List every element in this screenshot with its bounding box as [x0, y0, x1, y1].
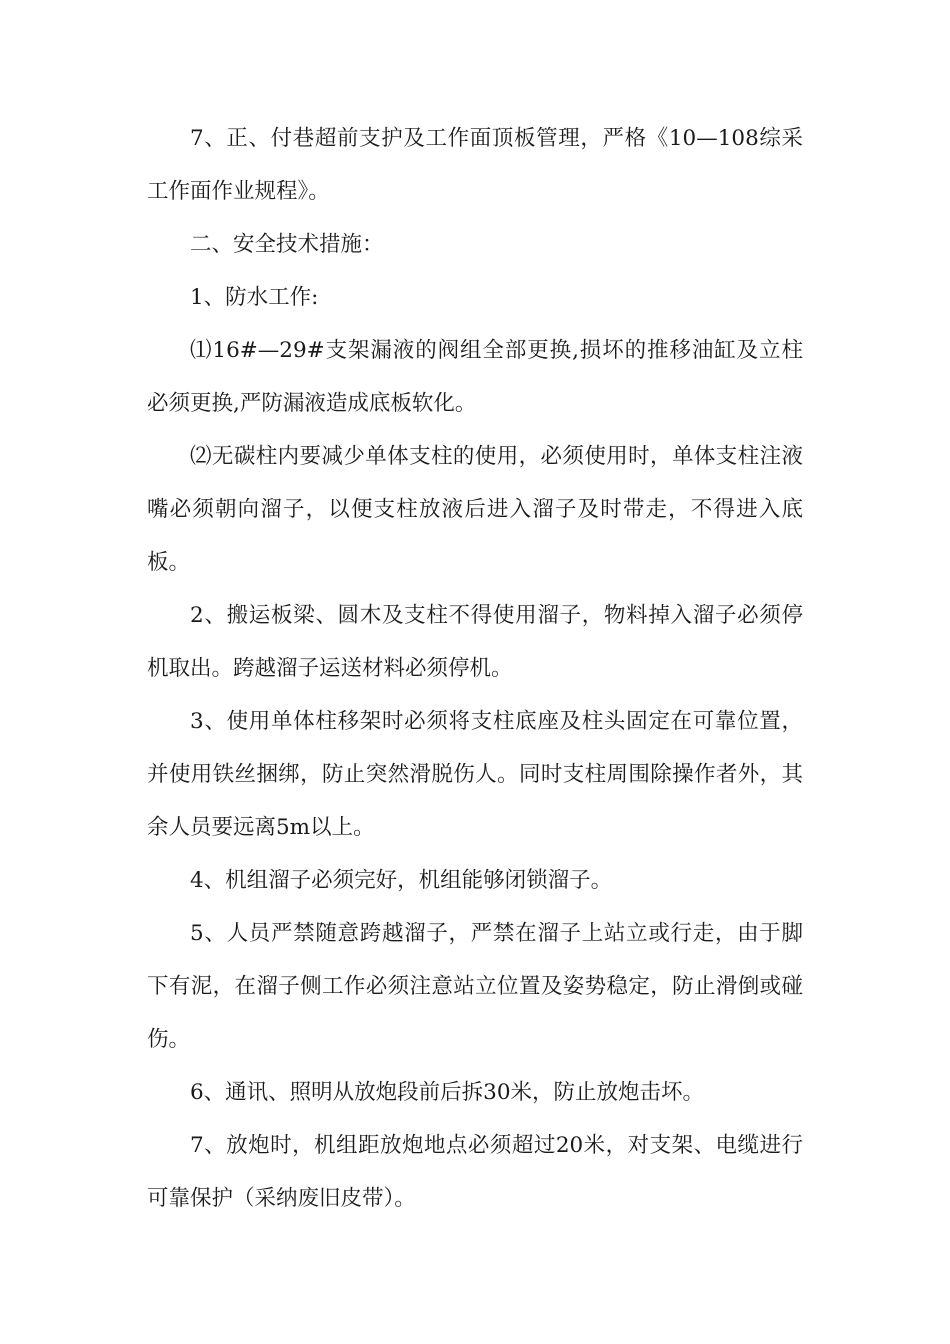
paragraph-crossing-conveyor: 5、人员严禁随意跨越溜子，严禁在溜子上站立或行走，由于脚下有泥，在溜子侧工作必须注意站立位置及姿势稳定，防止滑倒或碰伤。: [147, 921, 803, 1052]
paragraph-material-transport: 2、搬运板梁、圆木及支柱不得使用溜子，物料掉入溜子必须停机取出。跨越溜子运送材料必须停机。: [147, 603, 803, 681]
section-heading-safety-measures: 二、安全技术措施：: [190, 232, 384, 257]
paragraph-blasting-protection: 7、放炮时，机组距放炮地点必须超过20米，对支架、电缆进行可靠保护（采纳废旧皮带）。: [147, 1133, 803, 1211]
paragraph-single-prop-moving: 3、使用单体柱移架时必须将支柱底座及柱头固定在可靠位置，并使用铁丝捆绑，防止突然滑脱伤人。同时支柱周围除操作者外，其余人员要远离5m以上。: [147, 709, 803, 840]
paragraph-conveyor-locking: 4、机组溜子必须完好，机组能够闭锁溜子。: [190, 868, 613, 893]
paragraph-roof-management: 7、正、付巷超前支护及工作面顶板管理，严格《10—108综采工作面作业规程》。: [147, 126, 803, 204]
paragraph-communication-lighting: 6、通讯、照明从放炮段前后拆30米，防止放炮击坏。: [190, 1080, 705, 1105]
paragraph-waterproofing-item-1: ⑴16#—29#支架漏液的阀组全部更换,损坏的推移油缸及立柱必须更换,严防漏液造成底板软化。: [147, 338, 803, 416]
paragraph-waterproofing-heading: 1、防水工作:: [190, 285, 319, 310]
document-body: [147, 112, 803, 1225]
paragraph-waterproofing-item-2: ⑵无碳柱内要减少单体支柱的使用，必须使用时，单体支柱注液嘴必须朝向溜子，以便支柱放液后进入溜子及时带走，不得进入底板。: [147, 444, 803, 575]
